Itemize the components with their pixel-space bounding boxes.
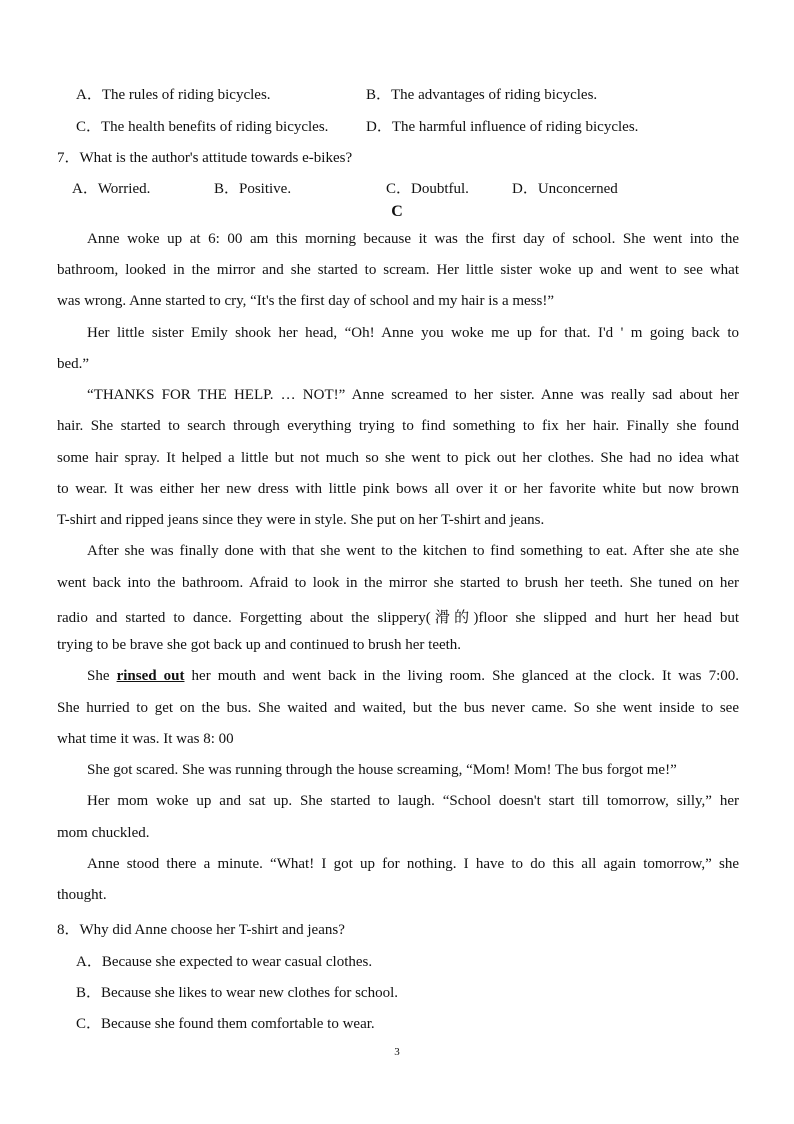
passage-line: Her mom woke up and sat up. She started to laugh. “School doesn't start till tomorrow, silly,” her — [87, 793, 739, 809]
passage-line: After she was finally done with that she went to the kitchen to find something to eat. After she ate she — [87, 543, 739, 559]
page-number: 3 — [394, 1046, 400, 1058]
q7-option-c: C．Doubtful. — [386, 181, 469, 197]
passage-line: Anne stood there a minute. “What! I got up for nothing. I have to do this all again tomorrow,” she — [87, 856, 739, 872]
passage-line: She got scared. She was running through the house screaming, “Mom! Mom! The bus forgot me!” — [87, 762, 677, 778]
q6-option-a: A．The rules of riding bicycles. — [76, 87, 271, 103]
q7-option-a: A．Worried. — [72, 181, 151, 197]
passage-line: trying to be brave she got back up and continued to brush her teeth. — [57, 637, 462, 653]
passage-line: to wear. It was either her new dress with little pink bows all over it or her favorite white but now brown — [57, 481, 739, 497]
passage-line: hair. She started to search through everything trying to find something to fix her hair. Finally she found — [57, 418, 739, 434]
passage-line: bed.” — [57, 356, 90, 372]
q8-option-a: A．Because she expected to wear casual clothes. — [76, 954, 373, 970]
passage-line: bathroom, looked in the mirror and she started to scream. Her little sister woke up and went to see what — [57, 262, 739, 278]
q8-option-b: B．Because she likes to wear new clothes for school. — [76, 985, 398, 1001]
passage-line: Her little sister Emily shook her head, “Oh! Anne you woke me up for that. I'd ' m going back to — [87, 325, 739, 341]
q6-option-b: B．The advantages of riding bicycles. — [366, 87, 598, 103]
passage-line: some hair spray. It helped a little but not much so she went to pick out her clothes. She had no idea what — [57, 450, 739, 466]
passage-line: went back into the bathroom. Afraid to look in the mirror she started to brush her teeth. She tuned on her — [57, 575, 739, 591]
q8-option-c: C．Because she found them comfortable to wear. — [76, 1016, 375, 1032]
passage-text: her mouth and went back in the living room. She glanced at the clock. It was 7:00. — [184, 668, 739, 684]
underlined-phrase: rinsed out — [116, 668, 185, 684]
passage-line: T-shirt and ripped jeans since they were in style. She put on her T-shirt and jeans. — [57, 512, 545, 528]
section-heading: C — [391, 203, 403, 220]
q6-option-c: C．The health benefits of riding bicycles. — [76, 119, 329, 135]
passage-line: She hurried to get on the bus. She waited and waited, but the bus never came. So she went inside to see — [57, 700, 739, 716]
q7-option-d: D．Unconcerned — [512, 181, 618, 197]
q6-option-d: D．The harmful influence of riding bicycles. — [366, 119, 639, 135]
passage-line-rinsed — [87, 668, 739, 685]
q7-option-b: B．Positive. — [214, 181, 292, 197]
passage-line: radio and started to dance. Forgetting about the slippery(滑的)floor she slipped and hurt her head but — [57, 610, 739, 626]
q8-stem: 8．Why did Anne choose her T-shirt and jeans? — [57, 922, 345, 938]
q7-stem: 7．What is the author's attitude towards e-bikes? — [57, 150, 353, 166]
passage-line: was wrong. Anne started to cry, “It's the first day of school and my hair is a mess!” — [57, 293, 555, 309]
passage-line: mom chuckled. — [57, 825, 150, 841]
passage-line: what time it was. It was 8: 00 — [57, 731, 234, 747]
passage-line: “THANKS FOR THE HELP. … NOT!” Anne screamed to her sister. Anne was really sad about her — [87, 387, 739, 403]
passage-line: Anne woke up at 6: 00 am this morning because it was the first day of school. She went into the — [87, 231, 739, 247]
passage-line: thought. — [57, 887, 107, 903]
passage-text: She — [87, 668, 117, 684]
